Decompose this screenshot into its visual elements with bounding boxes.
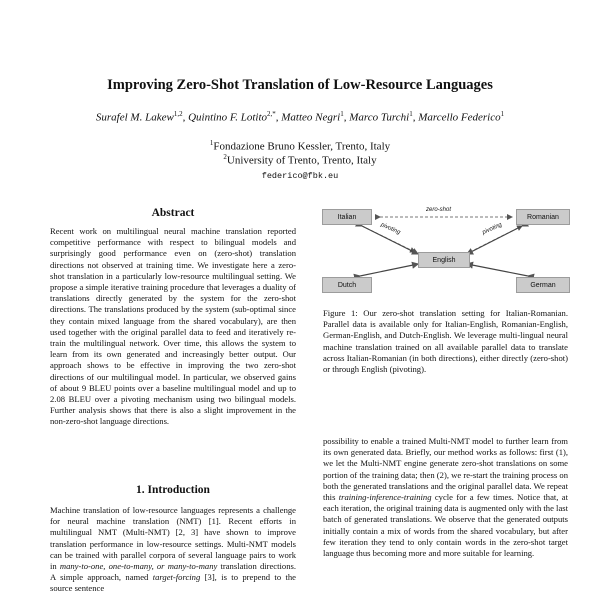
abstract-section [50,207,296,428]
author-affiliation-mark: 2,* [267,110,276,118]
figure-1-caption: Figure 1: Our zero-shot translation setting for Italian-Romanian. Parallel data is available only for Italian-English, Romanian-English, German-English, and Dutch-English. We leverage multi-lingual neural machine translation trained on all available parallel data to translate across Italian-Romanian (in both directions), either directly (zero-shot) or through English (pivoting). [323,308,568,375]
label-pivoting-right: pivoting [481,222,504,236]
author-name: Marcello Federico [418,111,501,124]
author-affiliation-mark: 1,2 [173,110,183,118]
edge-german-english [467,264,528,276]
author-name: Marco Turchi [349,111,410,124]
author-name: Matteo Negri [281,111,341,124]
author-affiliation-mark: 1 [409,110,413,118]
node-german: German [516,277,570,293]
body-text-right: possibility to enable a trained Multi-NMT model to further learn from its own generated data. Briefly, our method works as follows: first (1), we let the Multi-NMT engine generate zero-shot translations on some portion of the training data; then (2), we re-start the training process on both the generated translations and the original parallel data. We repeat this training-inference-training cycle for a few times. Notice that, at each iteration, the original training data is augmented only with the last batch of generated translations. We observe that the generated outputs initially contain a mix of words from the shared vocabulary, but after few iteration they tend to only contain words in the zero-shot target language thus becoming more and more suitable for learning. [323,436,568,559]
affiliation-1: $^1$Fondazione Bruno Kessler, Trento, Italy [209,139,391,153]
node-romanian: Romanian [516,209,570,225]
author-name: Surafel M. Lakew [95,111,174,124]
author-list: Surafel M. Lakew$^{1,2}$, Quintino F. Lotito$^{2,*}$, Matteo Negri$^1$, Marco Turchi$^1$, Marcello Federico$^1$ [95,110,505,124]
contact-email: federico@fbk.eu [261,171,339,181]
node-dutch: Dutch [322,277,372,293]
author-affiliation-mark: 1 [500,110,505,118]
author-name: Quintino F. Lotito [188,111,268,124]
figure-1-diagram [322,202,570,298]
edge-dutch-english [360,264,418,276]
node-italian: Italian [322,209,372,225]
introduction-text: Machine translation of low-resource languages represents a challenge for neural machine translation (NMT) [1]. Recent efforts in multilingual NMT (Multi-NMT) [2, 3] have shown to improve translation performance in low-resource settings. Multi-NMT models can be trained with parallel corpora of several language pairs to work in many-to-one, one-to-many, or many-to-many translation directions. A simple approach, named target-forcing [3], is to prepend to the source sentence [50,505,296,594]
node-english: English [418,252,470,268]
introduction-heading: 1. Introduction [136,484,210,496]
introduction-section [50,484,296,595]
abstract-text: Recent work on multilingual neural machine translation reported competitive performance with respect to bilingual models and surprisingly good performance even on (zero-shot) translation directions not observed at training time. We investigate here a zero-shot translation in a particularly low-resource multilingual setting. We propose a simple iterative training procedure that leverages a duality of translations directly generated by the system for the zero-shot directions. The translations produced by the system (sub-optimal since they contain mixed language from the shared vocabulary), are then used together with the original parallel data to feed and iteratively re-train the multilingual network. Over time, this allows the system to learn from its own generated and increasingly better output. Our approach shows to be effective in improving the two zero-shot directions of our multilingual model. In particular, we observed gains of about 9 BLEU points over a baseline multilingual model and up to 2.08 BLEU over a pivoting mechanism using two bilingual models. Further analysis shows that there is also a slight improvement in the non-zero-shot language directions. [50,226,296,427]
label-zero-shot: zero-shot [426,207,452,213]
abstract-heading: Abstract [151,207,195,219]
label-pivoting-left: pivoting [379,222,402,236]
author-affiliation-mark: 1 [340,110,344,118]
paper-title: Improving Zero-Shot Translation of Low-Resource Languages [107,77,493,93]
affiliation-2: $^2$University of Trento, Trento, Italy [223,153,377,167]
